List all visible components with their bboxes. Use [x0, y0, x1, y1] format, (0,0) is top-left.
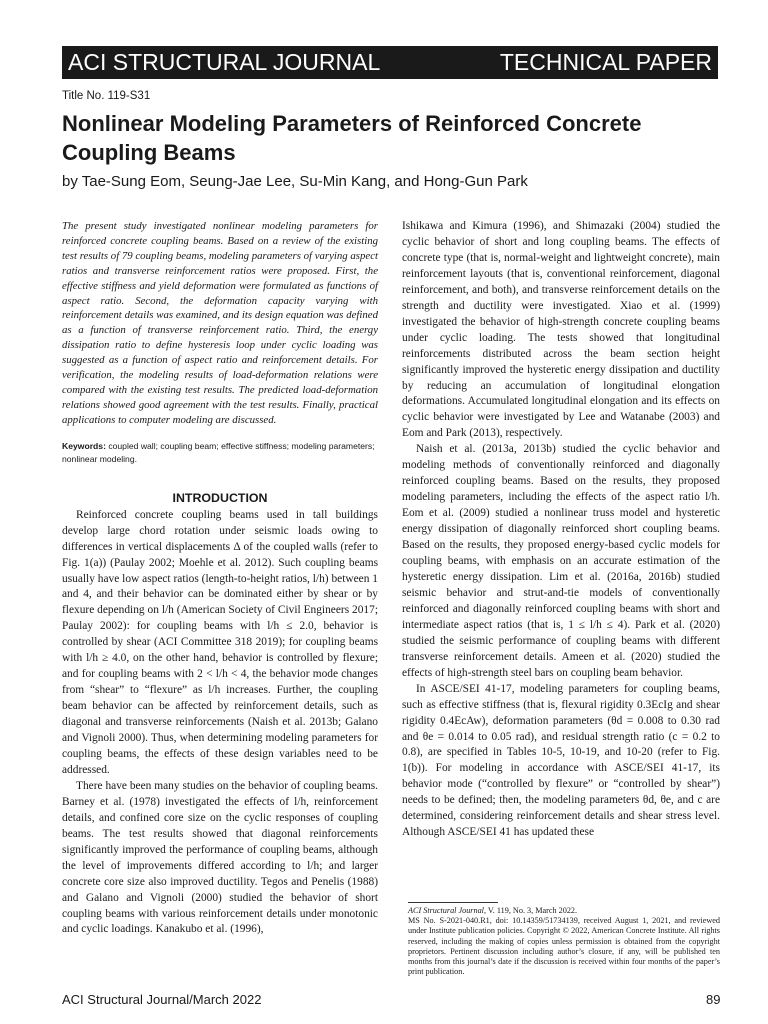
page-number: 89 — [706, 992, 721, 1007]
journal-banner — [62, 46, 718, 79]
paragraph: Ishikawa and Kimura (1996), and Shimazaki (2004) studied the cyclic behavior of short and long coupling beams. The effects of concrete type (that is, normal-weight and lightweight concrete), main reinforcement layouts (that is, conventional reinforcement, diagonal reinforcement, and both), and transverse reinforcement details on the strength and ductility were investigated. Xiao et al. (1999) investigated the behavior of high-strength concrete coupling beams under cyclic loading. The tests showed that longitudinal reinforcements distributed across the beam section height significantly improved the hysteretic energy dissipation and ductility by reducing an accumulation of longitudinal elongation deformations. Accumulated longitudinal elongation and its effects on cyclic behavior were investigated by Lee and Watanabe (2003) and Eom and Park (2013), respectively. — [402, 220, 720, 440]
right-column — [402, 219, 720, 841]
keywords — [62, 440, 378, 466]
footnote — [408, 906, 720, 977]
author-list: by Tae-Sung Eom, Seung-Jae Lee, Su-Min Kang, and Hong-Gun Park — [62, 173, 528, 190]
left-column — [62, 219, 378, 938]
journal-name: ACI STRUCTURAL JOURNAL — [68, 49, 381, 75]
footnote-journal: ACI Structural Journal — [408, 906, 484, 915]
running-footer: ACI Structural Journal/March 2022 — [62, 992, 262, 1007]
keywords-label: Keywords: — [62, 440, 106, 451]
keywords-text: coupled wall; coupling beam; effective stiffness; modeling parameters; nonlinear modeling. — [62, 440, 375, 464]
paper-type: TECHNICAL PAPER — [499, 49, 712, 75]
paragraph: In ASCE/SEI 41-17, modeling parameters for coupling beams, such as effective stiffness (that is, flexural rigidity 0.3EcIg and shear rigidity 0.4EcAw), deformation parameters (θd = 0.008 to 0.30 rad and θe = 0.014 to 0.05 rad), and residual strength ratio (c = 0.2 to 0.8), are specified in Tables 10-5, 10-19, and 10-20 (refer to Fig. 1(b)). For modeling in accordance with ASCE/SEI 41-17, its behavior mode (“controlled by flexure” or “controlled by shear”) needs to be defined; then, the modeling parameters θd, θe, and c are determined, considering reinforcement details and shear stress level. Although ASCE/SEI 41 has updated these — [402, 682, 720, 839]
paper-title: Nonlinear Modeling Parameters of Reinforced Concrete Coupling Beams — [62, 111, 642, 165]
footnote-citation — [408, 906, 720, 916]
title-number: Title No. 119-S31 — [62, 90, 151, 102]
footnote-journal-detail: , V. 119, No. 3, March 2022. — [483, 906, 578, 915]
abstract: The present study investigated nonlinear modeling parameters for reinforced concrete coupling beams. Based on a review of the existing test results of 79 coupling beams, modeling parameters of varying aspect ratios and transverse reinforcement ratios were proposed. First, the effective stiffness and yield deformation were formulated as functions of aspect ratio. Second, the deformation capacity varying with reinforcement details was examined, and its design equation was defined as a function of transverse reinforcement ratio. Third, the energy dissipation ratio to define hysteresis loop under cyclic loading was suggested as a function of aspect ratio and reinforcement details. For verification, the modeling results of load-deformation relations were compared with the existing test results. The predicted load-deformation relations showed good agreement with the test results. Finally, practical applications to computer modeling are discussed. — [62, 220, 378, 426]
paragraph: Naish et al. (2013a, 2013b) studied the cyclic behavior and modeling methods of conventionally reinforced and diagonally reinforced coupling beams. Based on the results, they proposed modeling parameters, including the effects of the aspect ratio l/h. Eom et al. (2009) studied a nonlinear truss model and hysteretic energy dissipation of diagonally reinforced short coupling beams. Based on the results, they proposed energy-based cyclic models for coupling beams, with emphasis on an accurate estimation of the hysteretic energy dissipation. Lim et al. (2016a, 2016b) studied seismic behavior and strut-and-tie models of conventionally reinforced and diagonally reinforced coupling beams with short and intermediate aspect ratios (that is, 1 ≤ l/h ≤ 4). Park et al. (2020) studied the seismic performance of coupling beams with different transverse reinforcement details. Ameen et al. (2020) studied the effects of high-strength steel bars on coupling beam behavior. — [402, 443, 720, 679]
paragraph: There have been many studies on the behavior of coupling beams. Barney et al. (1978) investigated the effects of l/h, reinforcement details, and confined core size on the cyclic responses of coupling beams. The test results showed that diagonal reinforcements significantly improved the performance of coupling beams, although the level of improvements differed according to l/h; and larger concrete core size also improved ductility. Tegos and Penelis (1988) and Galano and Vignoli (2000) studied the behavior of short coupling beams with various reinforcement details under monotonic and cyclic loadings. Kanakubo et al. (1996), — [62, 779, 378, 936]
footnote-body: MS No. S-2021-040.R1, doi: 10.14359/51734139, received August 1, 2021, and reviewed under Institute publication policies. Copyright © 2022, American Concrete Institute. All rights reserved, including the making of copies unless permission is obtained from the copyright proprietors. Pertinent discussion including author’s closure, if any, will be published ten months from this journal’s date if the discussion is received within four months of the paper’s print publication. — [408, 916, 720, 977]
footnote-divider — [408, 902, 498, 903]
paragraph: Reinforced concrete coupling beams used in tall buildings develop large chord rotation under seismic loads owing to differences in vertical displacements Δ of the coupled walls (refer to Fig. 1(a)) (Paulay 2002; Moehle et al. 2012). Such coupling beams usually have low aspect ratios (length-to-height ratios, l/h) between 1 and 4, and their behavior can be dominated either by shear or by flexure depending on l/h (American Society of Civil Engineers 2017; Paulay 2002): for coupling beams with l/h ≤ 2.0, behavior is controlled by shear (ACI Committee 318 2019); for coupling beams with l/h ≥ 4.0, on the other hand, behavior is controlled by flexure; and for coupling beams with 2 < l/h < 4, the behavior mode changes from “shear” to “flexure” as l/h increases. Further, the coupling beam behavior can be affected by reinforcement details, such as diagonal and transverse reinforcements (Naish et al. 2013b; Galano and Vignoli 2000). Thus, when determining modeling parameters for coupling beams, the effects of these design variables need to be addressed. — [62, 508, 378, 776]
section-heading: INTRODUCTION — [172, 490, 268, 505]
